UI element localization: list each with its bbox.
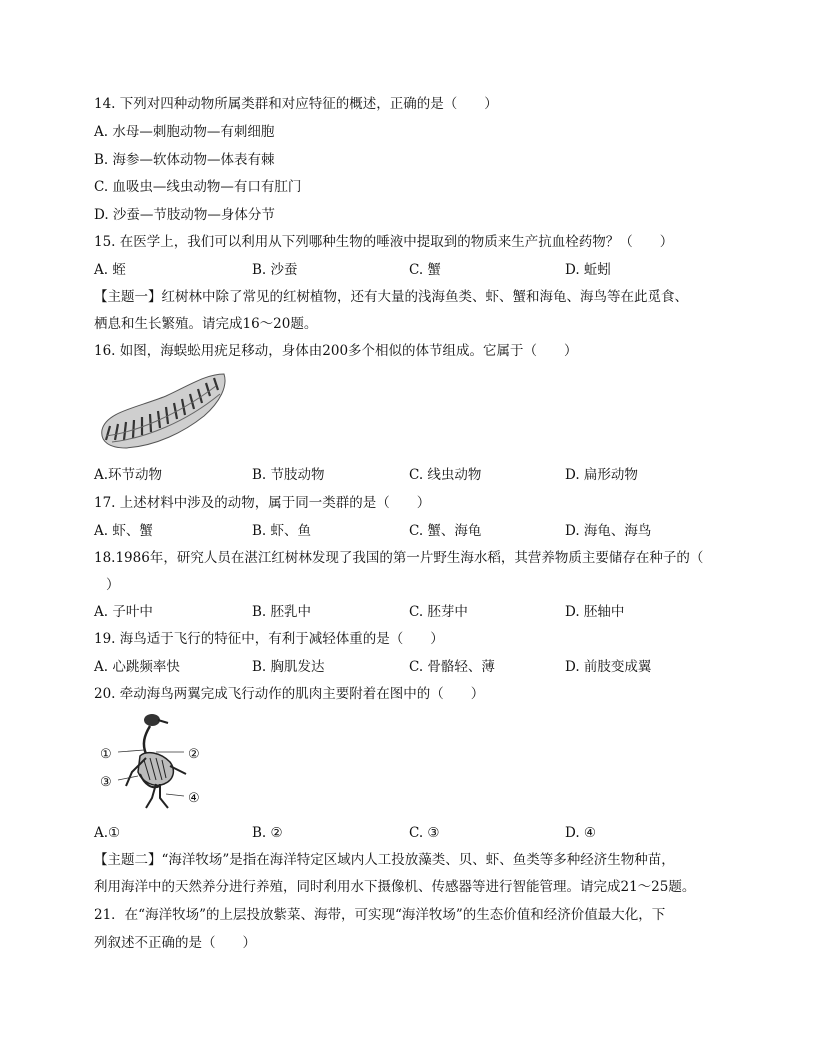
q16-option-b: B. 节肢动物 <box>252 467 325 483</box>
theme2-line2: 利用海洋中的天然养分进行养殖，同时利用水下摄像机、传感器等进行智能管理。请完成21～25题。 <box>94 879 696 895</box>
q20-option-c: C. ③ <box>409 825 440 841</box>
q19-option-b: B. 胸肌发达 <box>252 659 325 675</box>
q15-option-a: A. 蛭 <box>94 262 126 278</box>
q17-option-d: D. 海龟、海鸟 <box>565 523 652 539</box>
q16-option-c: C. 线虫动物 <box>409 467 482 483</box>
label-2: ② <box>188 747 200 762</box>
q18-option-d: D. 胚轴中 <box>565 604 625 620</box>
q18-stem-line1: 18.1986年，研究人员在湛江红树林发现了我国的第一片野生海水稻，其营养物质主要储存在种子的（ <box>94 550 704 566</box>
q18-option-c: C. 胚芽中 <box>409 604 468 620</box>
sea-centipede-illustration <box>96 366 230 452</box>
theme1-line1: 【主题一】红树林中除了常见的红树植物，还有大量的浅海鱼类、虾、蟹和海龟、海鸟等在此觅食、 <box>94 289 688 305</box>
q19-option-a: A. 心跳频率快 <box>94 659 180 675</box>
q19-option-d: D. 前肢变成翼 <box>565 659 652 675</box>
q14-option-b: B. 海参—软体动物—体表有棘 <box>94 152 275 168</box>
q20-stem: 20. 牵动海鸟两翼完成飞行动作的肌肉主要附着在图中的（ ） <box>94 686 485 702</box>
label-1: ① <box>100 747 112 762</box>
q14-stem: 14. 下列对四种动物所属类群和对应特征的概述，正确的是（ ） <box>94 96 498 112</box>
q17-option-b: B. 虾、鱼 <box>252 523 312 539</box>
label-4: ④ <box>188 791 200 806</box>
q17-stem: 17. 上述材料中涉及的动物，属于同一类群的是（ ） <box>94 495 431 511</box>
q14-option-a: A. 水母—刺胞动物—有刺细胞 <box>94 124 275 140</box>
q16-stem: 16. 如图，海蜈蚣用疣足移动，身体由200多个相似的体节组成。它属于（ ） <box>94 343 578 359</box>
q17-option-c: C. 蟹、海龟 <box>409 523 482 539</box>
q15-option-d: D. 蚯蚓 <box>565 262 611 278</box>
theme1-line2: 栖息和生长繁殖。请完成16～20题。 <box>94 316 318 332</box>
q16-option-a: A.环节动物 <box>94 467 163 483</box>
label-3: ③ <box>100 775 112 790</box>
q20-option-a: A.① <box>94 825 121 841</box>
bird-skeleton-diagram <box>96 708 208 812</box>
q20-option-d: D. ④ <box>565 825 597 841</box>
q21-stem-line2: 列叙述不正确的是（ ） <box>94 935 256 951</box>
q19-stem: 19. 海鸟适于飞行的特征中，有利于减轻体重的是（ ） <box>94 631 444 647</box>
q20-option-b: B. ② <box>252 825 283 841</box>
q21-stem-line1: 21．在“海洋牧场”的上层投放紫菜、海带，可实现“海洋牧场”的生态价值和经济价值最大化，下 <box>94 907 666 923</box>
q16-option-d: D. 扁形动物 <box>565 467 638 483</box>
q17-option-a: A. 虾、蟹 <box>94 523 153 539</box>
q18-option-b: B. 胚乳中 <box>252 604 312 620</box>
q15-option-c: C. 蟹 <box>409 262 441 278</box>
q19-option-c: C. 骨骼轻、薄 <box>409 659 495 675</box>
q14-option-d: D. 沙蚕—节肢动物—身体分节 <box>94 207 275 223</box>
q18-stem-line2: ） <box>106 577 120 593</box>
q15-stem: 15. 在医学上，我们可以利用从下列哪种生物的唾液中提取到的物质来生产抗血栓药物？（ ） <box>94 234 674 250</box>
q18-option-a: A. 子叶中 <box>94 604 153 620</box>
theme2-line1: 【主题二】“海洋牧场”是指在海洋特定区域内人工投放藻类、贝、虾、鱼类等多种经济生物种苗， <box>94 852 675 868</box>
q14-option-c: C. 血吸虫—线虫动物—有口有肛门 <box>94 179 302 195</box>
q15-option-b: B. 沙蚕 <box>252 262 298 278</box>
